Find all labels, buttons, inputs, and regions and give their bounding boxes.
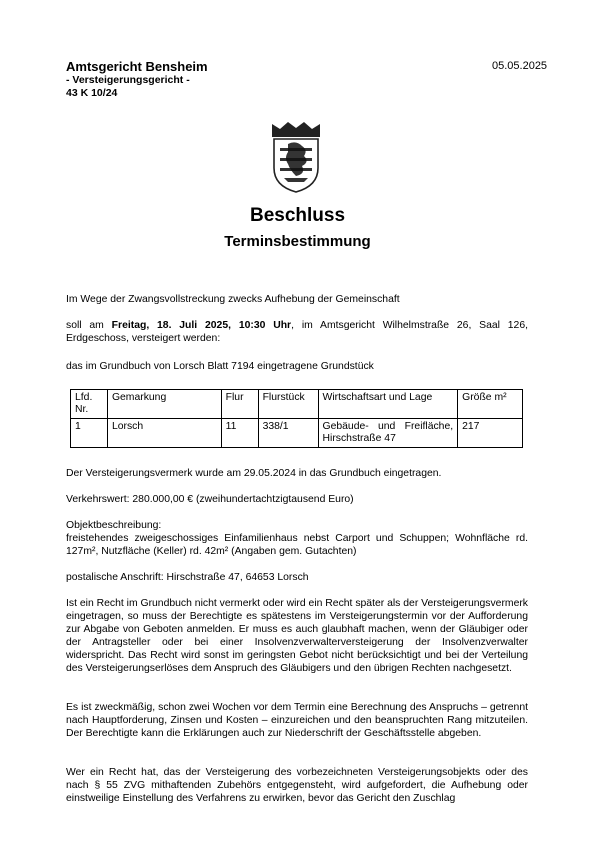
- hessen-crest-icon: [266, 120, 326, 194]
- table-header-cell: Flur: [221, 390, 258, 419]
- document-date: 05.05.2025: [492, 60, 548, 72]
- termin-prefix: soll am: [66, 320, 112, 331]
- objekt-label: Objektbeschreibung:: [66, 520, 162, 531]
- table-cell: Gebäude- und Freifläche, Hirschstraße 47: [318, 419, 458, 448]
- objekt-text: freistehendes zweigeschossiges Einfamilienhaus nebst Carport und Schuppen; Wohnfläche rd. 127m², Nutzfläche (Keller) rd. 42m² (Angaben gem. Gutachten): [66, 533, 528, 557]
- court-division: - Versteigerungsgericht -: [66, 74, 190, 86]
- paragraph-calculation: Es ist zweckmäßig, schon zwei Wochen vor dem Termin eine Berechnung des Anspruchs – getrennt nach Hauptforderung, Zinsen und Kosten – einzureichen und den beanspruchten Rang mitzuteilen. Der Berechtigte kann die Erklärungen auch zur Niederschrift der Geschäftsstelle abgeben.: [66, 702, 528, 739]
- intro-text: Im Wege der Zwangsvollstreckung zwecks Aufhebung der Gemeinschaft: [66, 294, 400, 305]
- verkehrswert-text: Verkehrswert: 280.000,00 € (zweihundertachtzigtausend Euro): [66, 494, 354, 505]
- table-cell: 1: [71, 419, 108, 448]
- termin-text: [66, 319, 528, 345]
- table-cell: Lorsch: [107, 419, 221, 448]
- paragraph-rights: Ist ein Recht im Grundbuch nicht vermerkt oder wird ein Recht später als der Versteigerungsvermerk eingetragen, so muss der Berechtigte es spätestens im Versteigerungstermin vor der Aufforderung zur Abgabe von Geboten anmelden. Er muss es auch glaubhaft machen, wenn der Gläubiger oder der Antragsteller oder bei einer Insolvenzverwalterversteigerung der Insolvenzverwalter widerspricht. Das Recht wird sonst im geringsten Gebot nicht berücksichtigt und bei der Verteilung des Versteigerungserlöses dem Anspruch des Gläubigers und den übrigen Rechten nachgesetzt.: [66, 598, 529, 674]
- table-header-cell: Größe m²: [458, 390, 523, 419]
- table-row: [71, 419, 523, 448]
- table-cell: 338/1: [258, 419, 318, 448]
- paragraph-objection: Wer ein Recht hat, das der Versteigerung des vorbezeichneten Versteigerungsobjekts oder des nach § 55 ZVG mithaftenden Zubehörs entgegensteht, wird aufgefordert, die Aufhebung oder einstweilige Einstellung des Verfahrens zu erwirken, bevor das Gericht den Zuschlag: [66, 767, 528, 804]
- court-header: [66, 60, 208, 100]
- table-cell: 217: [458, 419, 523, 448]
- termin-date: Freitag, 18. Juli 2025, 10:30 Uhr: [111, 320, 292, 331]
- table-header-cell: Gemarkung: [107, 390, 221, 419]
- page-title: Beschluss: [249, 205, 346, 226]
- table-header-cell: Flurstück: [258, 390, 318, 419]
- page-subtitle: Terminsbestimmung: [224, 233, 371, 250]
- termin-suffix: , im Amtsgericht Wilhelmstraße 26, Saal 126, Erdgeschoss, versteigert werden:: [66, 320, 529, 344]
- property-table: [70, 389, 523, 448]
- anschrift-text: postalische Anschrift: Hirschstraße 47, 64653 Lorsch: [66, 572, 309, 583]
- table-cell: 11: [221, 419, 258, 448]
- vermerk-text: Der Versteigerungsvermerk wurde am 29.05.2024 in das Grundbuch eingetragen.: [66, 468, 442, 479]
- case-number: 43 K 10/24: [66, 87, 118, 99]
- table-header-cell: Wirtschaftsart und Lage: [318, 390, 458, 419]
- table-header-row: [71, 390, 523, 419]
- table-header-cell: Lfd. Nr.: [71, 390, 108, 419]
- court-name: Amtsgericht Bensheim: [66, 59, 208, 74]
- grundbuch-text: das im Grundbuch von Lorsch Blatt 7194 eingetragene Grundstück: [66, 361, 374, 372]
